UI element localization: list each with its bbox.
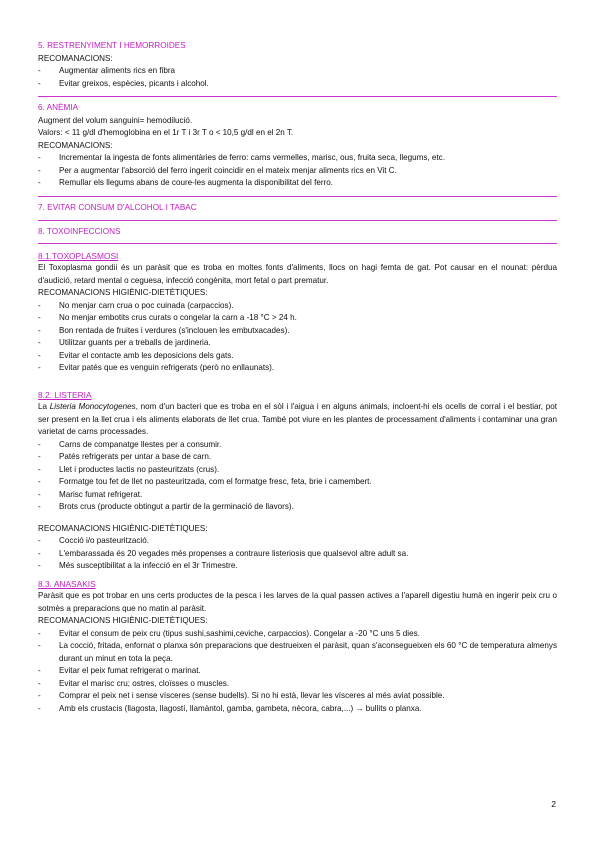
list-item: - Cocció i/o pasteurització. [38,535,557,548]
list-item: - Més susceptibilitat a la infecció en el 3r Trimestre. [38,560,557,573]
recommendations-list [38,535,557,573]
subsection-title-toxoplasmosis: 8.1.TOXOPLASMOSI [38,250,119,261]
subsection-title-listeria: 8.2. LISTERIA [38,389,92,400]
list-item: - Brots crus (producte obtingut a partir de la germinació de llavors). [38,501,557,514]
list-item: - Marisc fumat refrigerat. [38,489,557,502]
recommendations-list [38,65,557,90]
list-item: - Formatge tou fet de llet no pasteuritzada, com el formatge fresc, feta, brie i camembert. [38,476,557,489]
body-text: Valors: < 11 g/dl d'hemoglobina en el 1r T i 3r T o < 10,5 g/dl en el 2n T. [38,128,294,137]
species-name: Listeria Monocytogenes [49,402,136,411]
section-constipation [38,40,557,97]
list-item: - Bon rentada de fruites i verdures (s'inclouen les embutxacades). [38,325,557,338]
list-item: - Evitar el contacte amb les deposicions dels gats. [38,350,557,363]
body-paragraph: Paràsit que es pot trobar en uns certs productes de la pesca i les larves de la qual passen actives a l'aparell digestiu humà en ingerir peix cru o sotmès a preparacions que no matin al paràsit. [38,591,557,613]
page-number: 2 [551,799,556,809]
list-item: - Evitar el peix fumat refrigerat o marinat. [38,665,557,678]
body-text: Augment del volum sanguini= hemodilució. [38,115,193,125]
list-item: - Incrementar la ingesta de fonts alimentàries de ferro: carns vermelles, marisc, ous, fruita seca, llegums, etc. [38,152,557,165]
recommendations-list [38,152,557,190]
list-item: - Evitar greixos, espècies, picants i alcohol. [38,78,557,91]
body-paragraph [38,401,557,439]
body-paragraph: El Toxoplasma gondii és un paràsit que es troba en moltes fonts d'aliments, llocs on hagi femta de gat. Pot causar en el nounat: pèrdua d'audició, retard mental o ceguesa, infecció congènita, mort fetal o part prematur. [38,263,557,285]
list-item: - La cocció, fritada, enfornat o planxa són preparacions que destrueixen el paràsit, quan s'aconsegueixen els 60 °C de temperatura almenys durant un minut en tota la peça. [38,640,557,665]
section-heading: 7. EVITAR CONSUM D'ALCOHOL I TABAC [38,202,197,212]
list-item: - Remullar els llegums abans de coure-les augmenta la disponibilitat del ferro. [38,177,557,190]
list-item: - Evitar patés que es venguin refrigerats (però no enllaunats). [38,362,557,375]
recommendations-label: RECOMANACIONS HIGIÈNIC-DIETÈTIQUES: [38,616,208,625]
section-heading: 5. RESTRENYIMENT I HEMORROIDES [38,41,186,50]
recommendations-label: RECOMANACIONS: [38,53,113,63]
text-span: , nom d'un bacteri que es troba en el sòl i l'aigua i en alguns animals, incloent-hi els ocells de corral i el bestiar, pot ser present en la llet crua i els aliments elaborats de llet crua. També pot viure en les plantes de processament d'aliments i contaminar una gran varietat de carns processades. [38,402,557,436]
document-page [38,40,557,721]
list-item: - No menjar embotits crus curats o congelar la carn a -18 °C > 24 h. [38,312,557,325]
list-item: - Augmentar aliments rics en fibra [38,65,557,78]
recommendations-label: RECOMANACIONS: [38,140,113,150]
recommendations-list [38,300,557,375]
list-item: - Evitar el consum de peix cru (tipus sushi,sashimi,ceviche, carpaccios). Congelar a -20 °C uns 5 dies. [38,628,557,641]
recommendations-list [38,628,557,716]
food-list [38,439,557,514]
list-item: - No menjar carn crua o poc cuinada (carpaccios). [38,300,557,313]
recommendations-label: RECOMANACIONS HIGIÈNIC-DIETÈTIQUES: [38,523,208,533]
subsection-title-anasakis: 8.3. ANASAKIS [38,578,96,589]
list-item: - Evitar el marisc cru; ostres, cloïsses o muscles. [38,678,557,691]
list-item: - Comprar el peix net i sense vísceres (sense budells). Si no hi està, llevar les vísceres al més aviat possible. [38,690,557,703]
list-item: - Utilitzar guants per a treballs de jardineria. [38,337,557,350]
list-item: - Patés refrigerats per untar a base de carn. [38,451,557,464]
list-item: - L'embarassada és 20 vegades més propenses a contraure listeriosis que qualsevol altre adult sa. [38,548,557,561]
list-item: - Llet i productes lactis no pasteuritzats (crus). [38,464,557,477]
section-anemia [38,102,557,197]
section-alcohol-tobacco [38,202,557,222]
list-item: - Carns de companatge llestes per a consumir. [38,439,557,452]
section-toxoinfections [38,226,557,721]
list-item: - Per a augmentar l'absorció del ferro ingerit coincidir en el mateix menjar aliments rics en Vit C. [38,165,557,178]
text-span: La [38,402,50,411]
list-item: - Amb els crustacis (llagosta, llagostí, llamàntol, gamba, gambeta, nècora, cabra,...) → bullits o planxa. [38,703,557,716]
section-heading: 6. ANÈMIA [38,103,79,112]
section-heading: 8. TOXOINFECCIONS [38,226,557,244]
recommendations-label: RECOMANACIONS HIGIÈNIC-DIETÈTIQUES: [38,288,208,297]
